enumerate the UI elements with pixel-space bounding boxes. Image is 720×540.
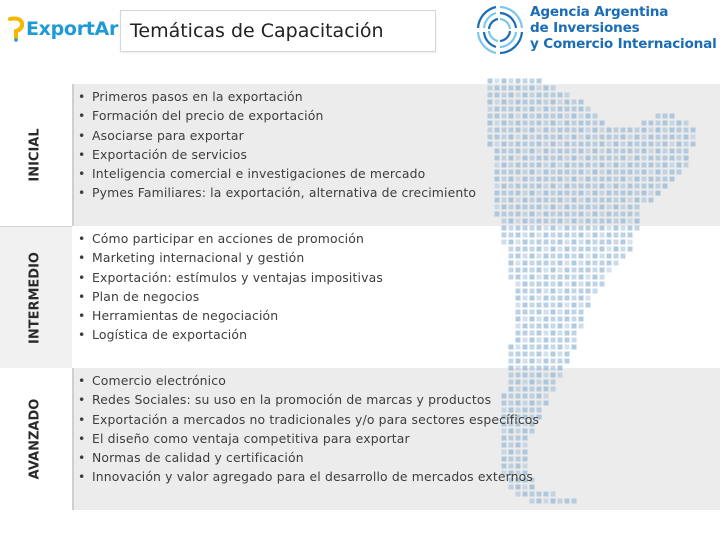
agency-logo (470, 2, 718, 58)
list-item: • Formación del precio de exportación (76, 106, 716, 125)
list-item: • Pymes Familiares: la exportación, alternativa de crecimiento (76, 183, 716, 202)
agency-line-2: de Inversiones (530, 20, 640, 36)
list-item: • Exportación a mercados no tradicionales y/o para sectores específicos (76, 410, 716, 429)
list-item: • Primeros pasos en la exportación (76, 87, 716, 106)
list-item: • Cómo participar en acciones de promoción (76, 229, 716, 248)
page-title: Temáticas de Capacitación (130, 20, 384, 42)
level-label-intermedio: INTERMEDIO (27, 252, 43, 344)
exportar-logo-icon (8, 16, 24, 42)
list-item: • Exportación: estímulos y ventajas impositivas (76, 268, 716, 287)
list-item: • Marketing internacional y gestión (76, 248, 716, 267)
level-label-inicial: INICIAL (27, 128, 43, 182)
topic-list-intermedio (76, 229, 716, 345)
bottom-strip (0, 510, 720, 540)
list-item: • Comercio electrónico (76, 371, 716, 390)
list-item: • Inteligencia comercial e investigaciones de mercado (76, 164, 716, 183)
list-item: • Redes Sociales: su uso en la promoción de marcas y productos (76, 390, 716, 409)
agency-name (530, 4, 718, 52)
exportar-logo (8, 14, 118, 44)
list-item: • Innovación y valor agregado para el desarrollo de mercados externos (76, 467, 716, 486)
topic-list-avanzado (76, 371, 716, 487)
list-item: • El diseño como ventaja competitiva para exportar (76, 429, 716, 448)
list-item: • Asociarse para exportar (76, 126, 716, 145)
list-item: • Logística de exportación (76, 325, 716, 344)
list-item: • Normas de calidad y certificación (76, 448, 716, 467)
title-box (120, 10, 436, 52)
list-item: • Exportación de servicios (76, 145, 716, 164)
topic-list-inicial (76, 87, 716, 203)
level-tab-intermedio (0, 226, 72, 370)
level-tab-inicial (0, 84, 74, 226)
list-item: • Herramientas de negociación (76, 306, 716, 325)
exportar-logo-text: ExportAr (26, 18, 119, 40)
agency-line-3: y Comercio Internacional (530, 36, 717, 52)
level-label-avanzado: AVANZADO (27, 398, 43, 480)
agency-line-1: Agencia Argentina (530, 4, 669, 20)
agency-circle-logo-icon (476, 4, 524, 56)
level-tab-avanzado (0, 368, 74, 510)
list-item: • Plan de negocios (76, 287, 716, 306)
